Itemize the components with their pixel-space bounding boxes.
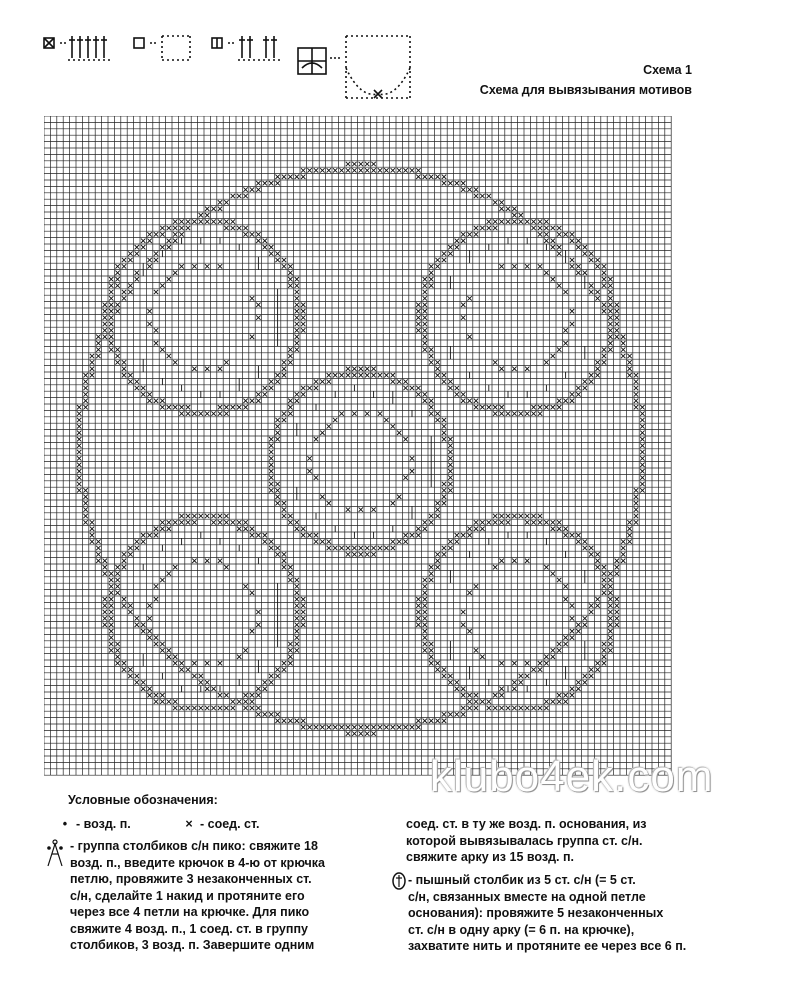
grid-canvas	[44, 116, 672, 780]
scheme-number: Схема 1	[643, 63, 692, 77]
legend-heading: Условные обозначения:	[68, 793, 218, 807]
legend-puff-stitch: - пышный столбик из 5 ст. с/н (= 5 ст. с/н, связанных вместе на одной петле основания): провяжите 5 незаконченных ст. с/н в одну арку (= 6 п. на крючке), захватите нить и протяните ее через все 6 п.	[392, 872, 762, 955]
chain-dot-icon: •	[62, 817, 68, 831]
legend-pico-group-continued: соед. ст. в ту же возд. п. основания, из которой вывязывалась группа ст. с/н. свяжите арку из 15 возд. п.	[406, 817, 647, 864]
legend-notes	[40, 790, 780, 990]
legend-chain: • - возд. п.	[54, 816, 131, 833]
legend-slip: × - соед. ст.	[178, 816, 260, 833]
puff-stitch-icon	[392, 872, 406, 890]
pico-group-icon	[44, 838, 66, 868]
dc-pair-symbol	[212, 36, 280, 60]
scheme-title-block	[480, 60, 692, 100]
crochet-chart-grid	[44, 116, 672, 780]
watermark: klubo4ek.com	[430, 752, 714, 801]
dc-arch-symbol	[134, 36, 190, 60]
arch-chain-symbol	[330, 36, 410, 98]
motif-join-symbol	[298, 48, 326, 74]
legend-symbols	[40, 28, 440, 108]
grid-lines	[44, 116, 671, 775]
scheme-title: Схема для вывязывания мотивов	[479, 83, 692, 97]
pico-stitch-group-symbol	[44, 36, 110, 60]
slip-cross-icon: ×	[185, 817, 193, 831]
legend-pico-group: - группа столбиков с/н пико: свяжите 18 возд. п., введите крючок в 4-ю от крючка петлю, провяжите 3 незаконченных ст. с/н, сделайте 1 накид и протяните его через все 4 петли на крючке. Для пико свяжите 4 возд. п., 1 соед. ст. в группу столбиков, 3 возд. п. Завершите одним	[54, 838, 394, 954]
